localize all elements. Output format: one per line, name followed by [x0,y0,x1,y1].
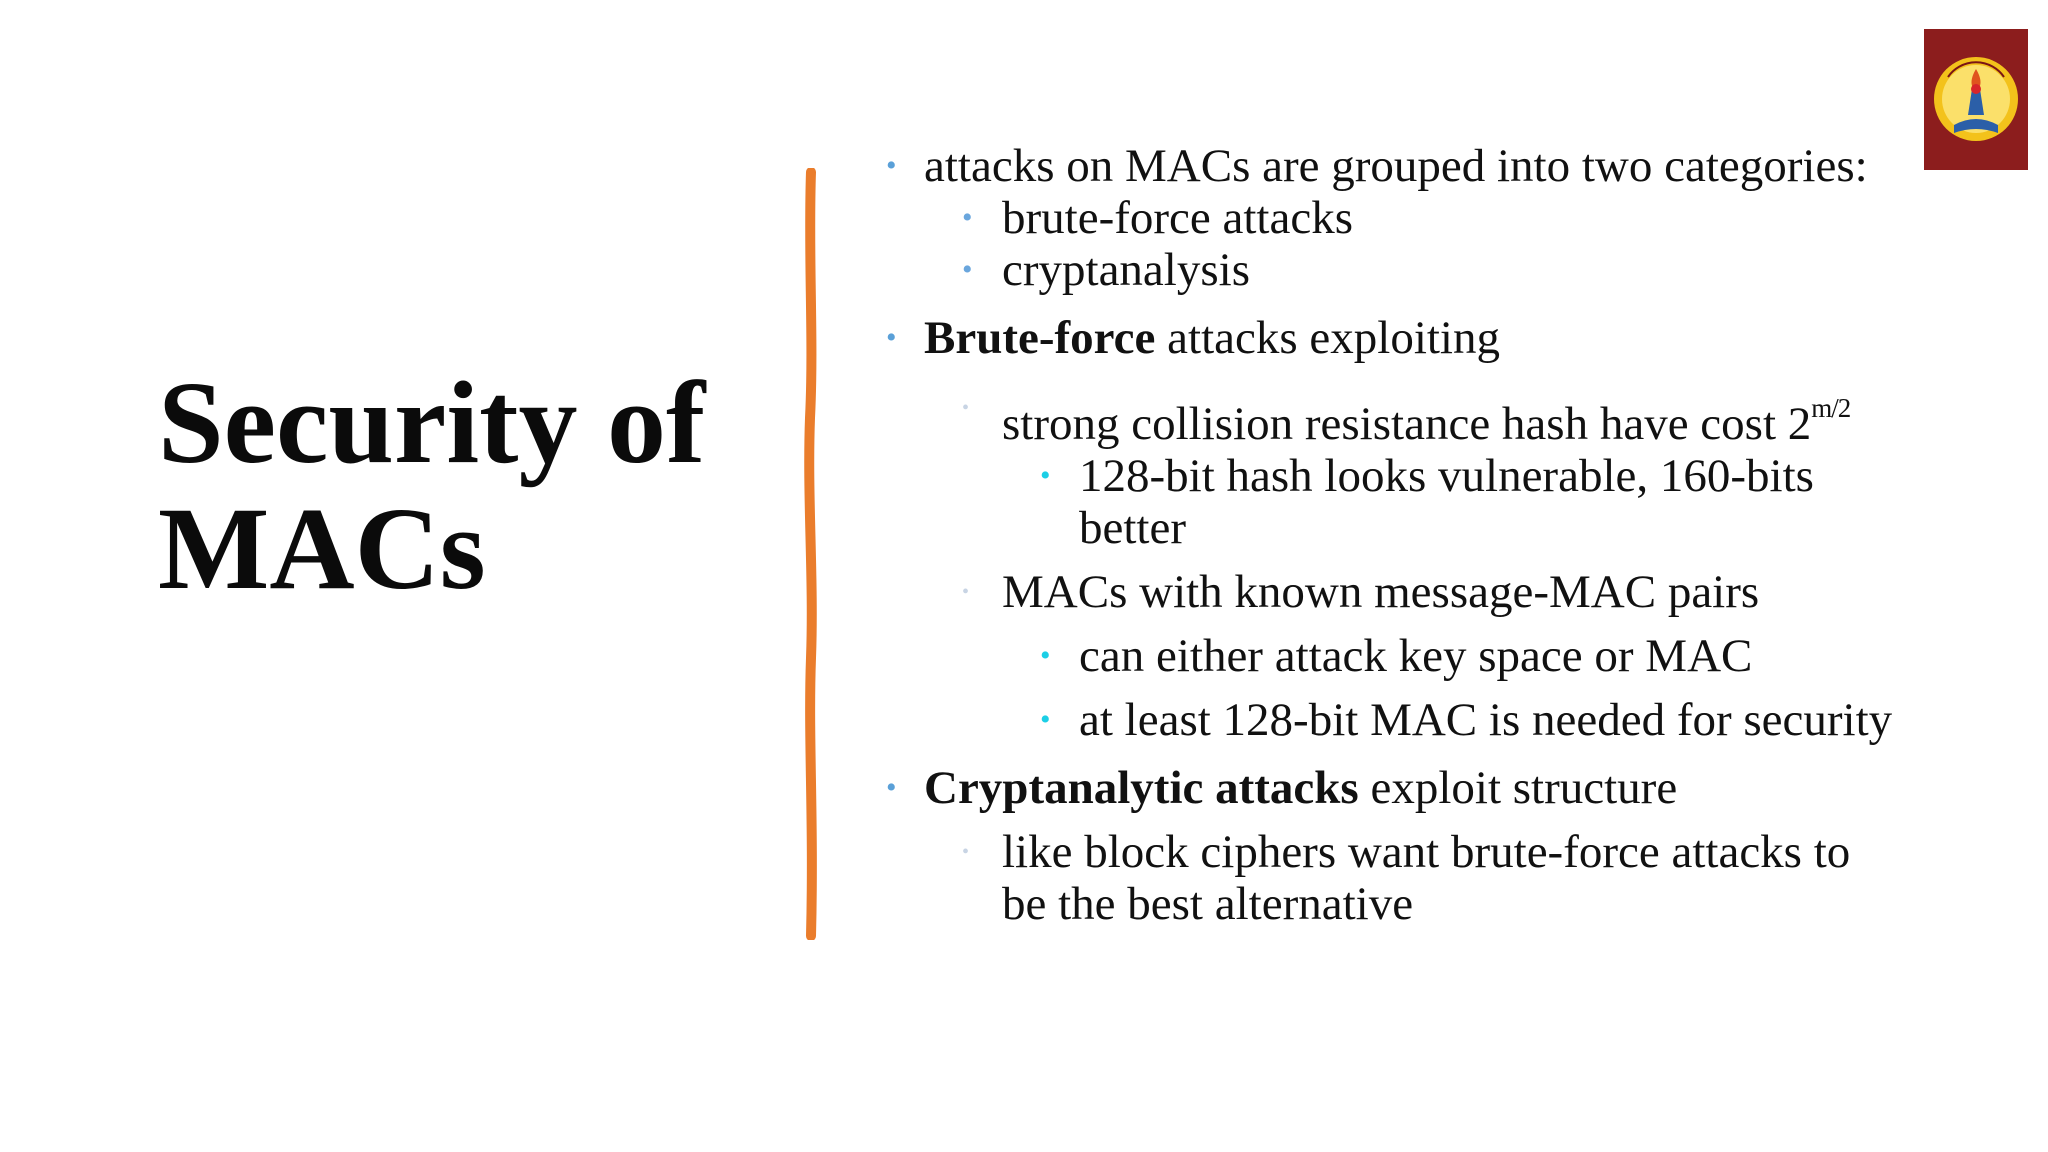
bullet-item [880,382,1930,450]
bullet-bold-text: Cryptanalytic attacks [924,762,1359,814]
bullet-dot-icon: • [1040,459,1051,492]
bullet-item [880,450,1930,554]
bullet-dot-icon: • [962,253,973,286]
bullet-text: MACs with known message-MAC pairs [1002,566,1760,618]
bullet-item [880,762,1930,814]
bullet-dot-icon: • [886,149,897,182]
bullet-item [880,140,1930,192]
bullet-text: at least 128-bit MAC is needed for security [1079,694,1893,746]
title-line-2: MACs [158,483,486,614]
bullet-text: be the best alternative [1002,878,1414,930]
bullet-dot-icon: • [1040,703,1051,736]
bullet-item [880,192,1930,244]
bullet-text: cryptanalysis [1002,244,1250,296]
bullet-item [880,826,1930,930]
bullet-text: strong collision resistance hash have cost 2 [1002,398,1812,450]
bullet-text: can either attack key space or MAC [1079,630,1753,682]
title-line-1: Security of [158,357,706,488]
bullet-list [880,140,1930,930]
bullet-dot-icon: • [1040,639,1051,672]
bullet-dot-icon: • [962,841,970,863]
bullet-item [880,312,1930,364]
bullet-dot-icon: • [886,771,897,804]
bullet-dot-icon: • [962,201,973,234]
bullet-text: 128-bit hash looks vulnerable, 160-bits [1079,450,1814,502]
vertical-divider [800,168,822,940]
bullet-text: like block ciphers want brute-force attacks to [1002,826,1851,878]
slide-title [158,357,758,614]
bullet-item [880,694,1930,746]
bullet-dot-icon: • [962,397,970,419]
exponent: m/2 [1811,393,1851,423]
bullet-item [880,244,1930,296]
bullet-item [880,566,1930,618]
bullet-item [880,630,1930,682]
gitam-logo [1924,29,2028,170]
bullet-dot-icon: • [886,321,897,354]
bullet-text: better [1079,502,1186,554]
bullet-bold-text: Brute-force [924,312,1156,364]
bullet-text: attacks on MACs are grouped into two categories: [924,140,1868,192]
bullet-dot-icon: • [962,581,970,603]
bullet-text: attacks exploiting [1155,312,1500,364]
bullet-text: brute-force attacks [1002,192,1353,244]
bullet-text: exploit structure [1358,762,1678,814]
